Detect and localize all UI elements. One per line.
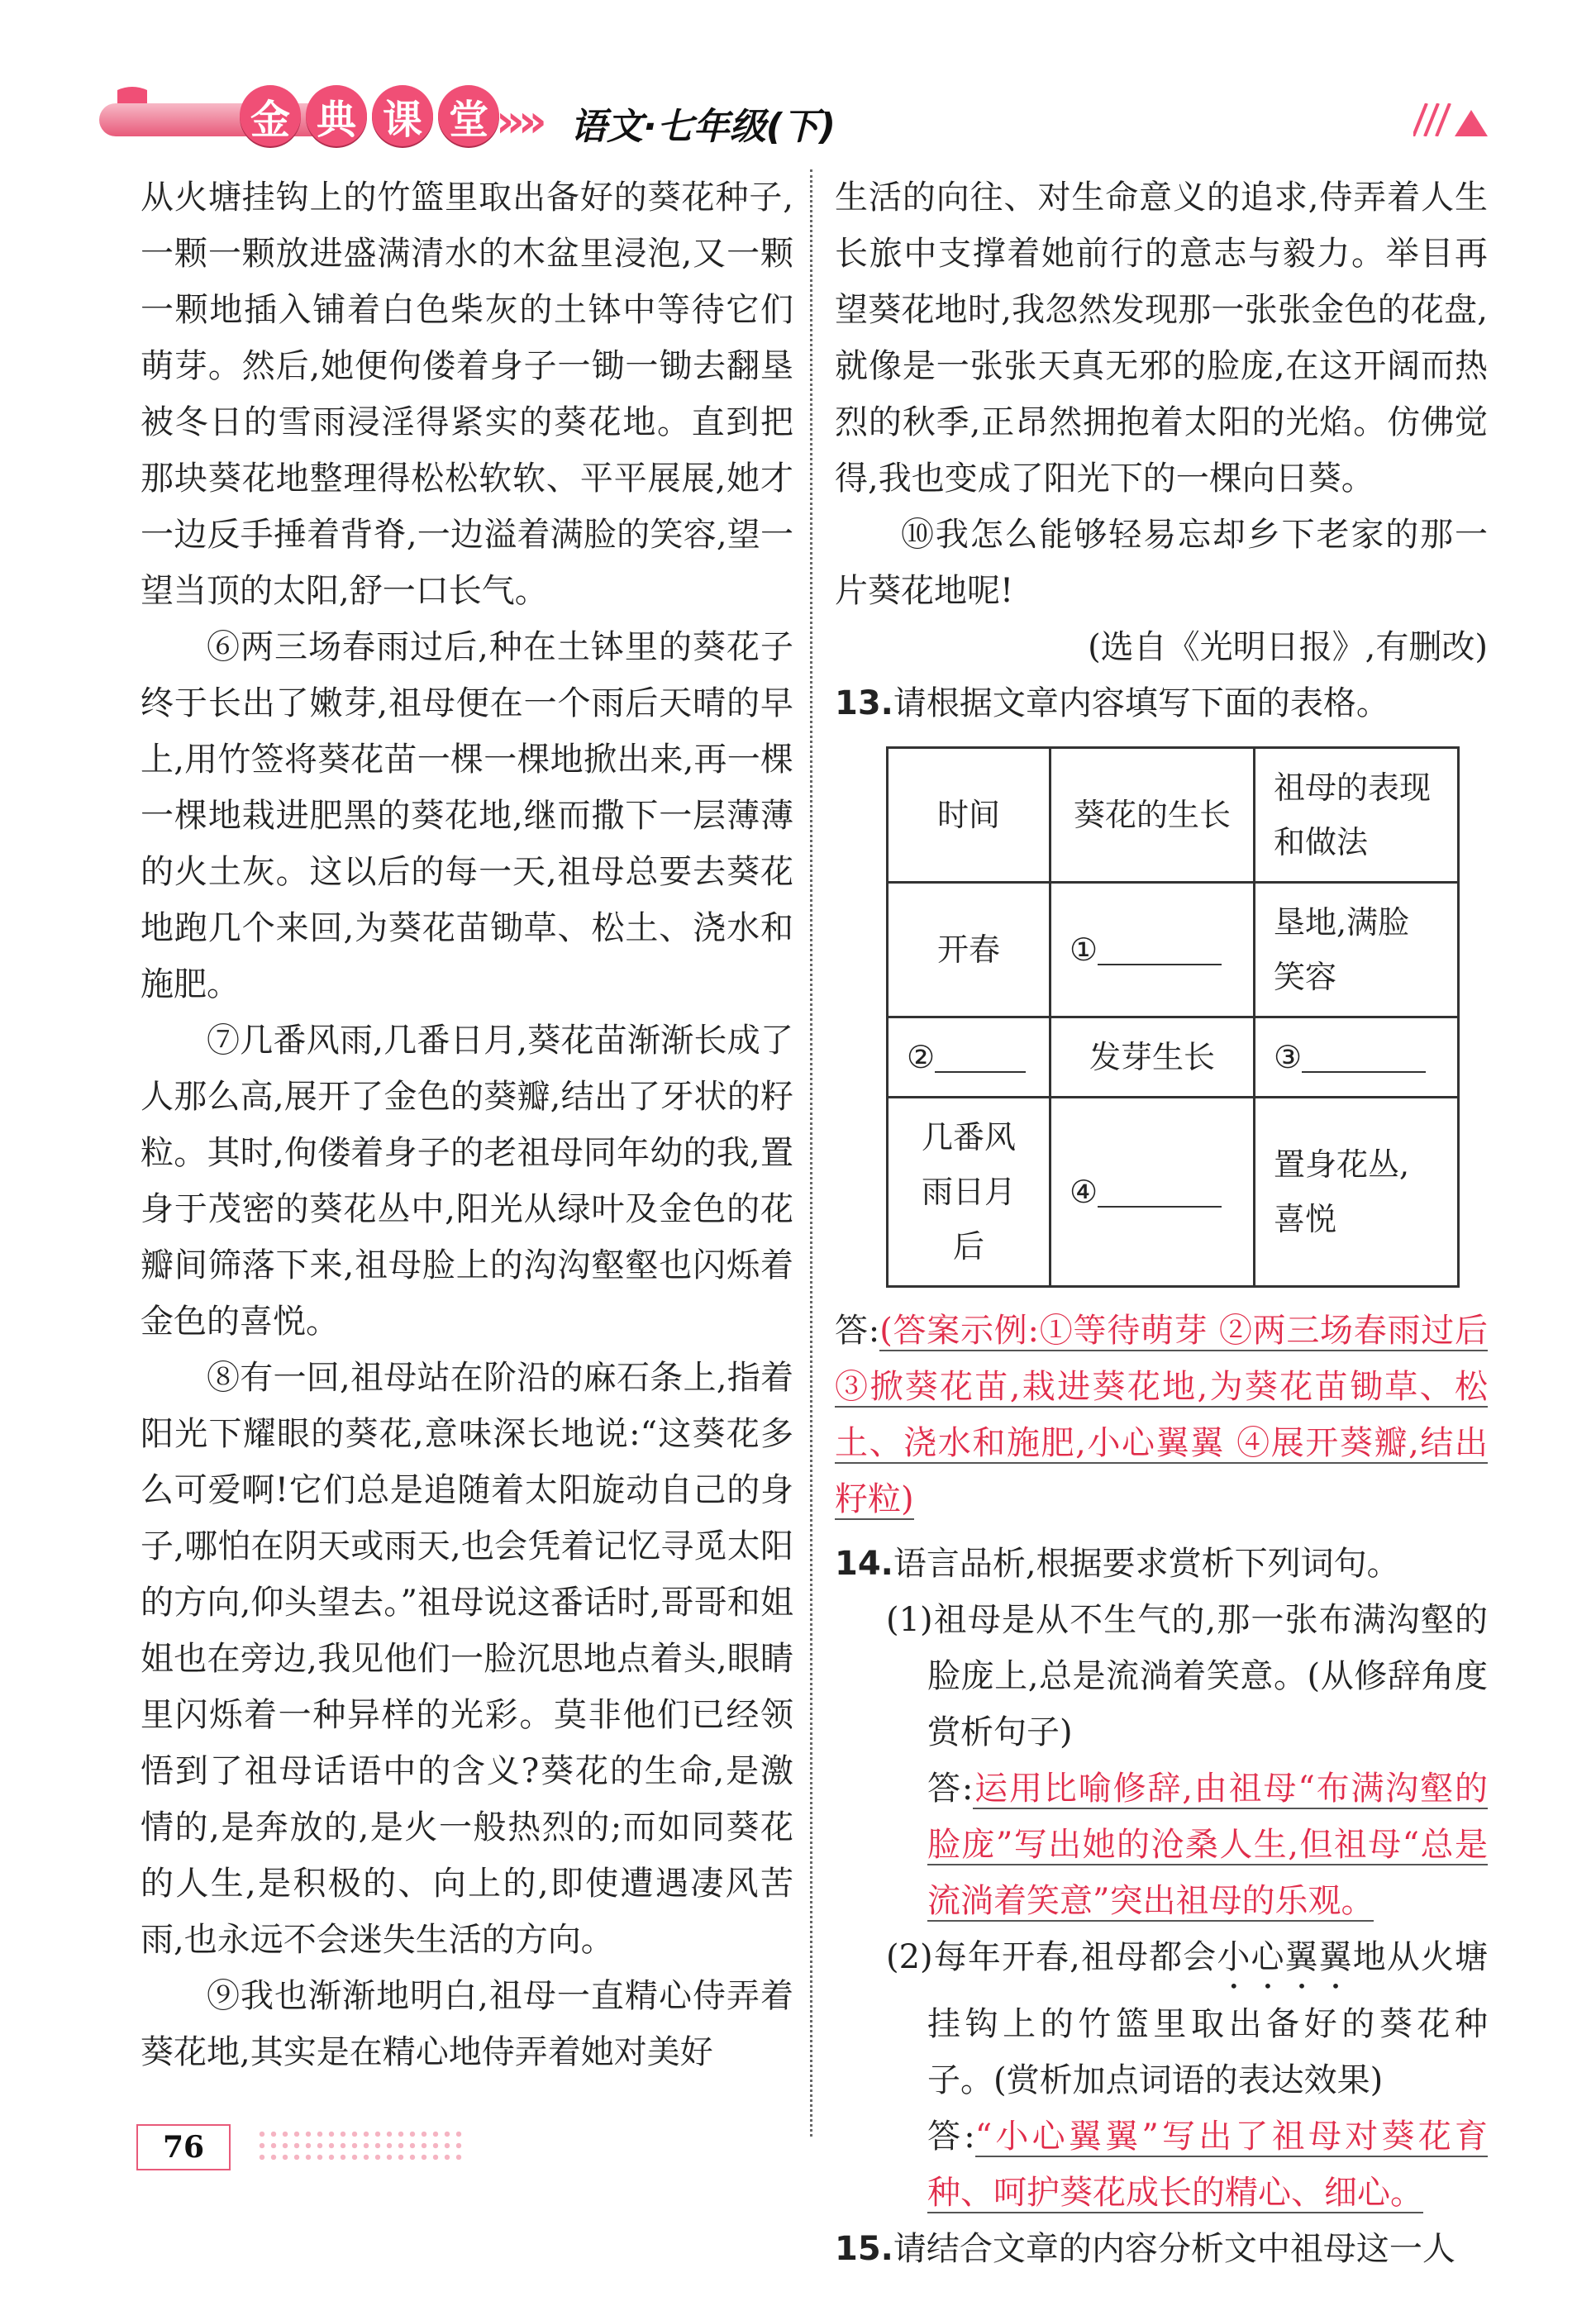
page-number: 76 bbox=[136, 2124, 231, 2170]
paragraph: 生活的向往、对生命意义的追求,侍弄着人生长旅中支撑着她前行的意志与毅力。举目再望葵花地时,我忽然发现那一张张金色的花盘,就像是一张张天真无邪的脸庞,在这开阔而热烈的秋季,正昂然拥抱着太阳的光焰。仿佛觉得,我也变成了阳光下的一棵向日葵。 bbox=[835, 179, 1488, 498]
answer-text: (答案示例:①等待萌芽 ②两三场春雨过后 ③掀葵花苗,栽进葵花地,为葵花苗锄草、松土、浇水和施肥,小心翼翼 ④展开葵瓣,结出籽粒) bbox=[835, 1312, 1488, 1518]
blank-line bbox=[935, 1038, 1026, 1073]
blank-line bbox=[1302, 1038, 1426, 1073]
question-14 bbox=[835, 1536, 1488, 1592]
question-14-2 bbox=[886, 1929, 1488, 2108]
question-15 bbox=[835, 2221, 1488, 2277]
table-cell bbox=[888, 1017, 1051, 1098]
brand-char: 典 bbox=[306, 85, 367, 146]
answer-13 bbox=[835, 1303, 1488, 1527]
table-cell bbox=[1051, 1098, 1255, 1287]
table-row bbox=[888, 1098, 1459, 1287]
table-cell: 几番风雨日月后 bbox=[888, 1098, 1051, 1287]
table-header: 祖母的表现和做法 bbox=[1255, 748, 1459, 883]
answer-text: 运用比喻修辞,由祖母“布满沟壑的脸庞”写出她的沧桑人生,但祖母“总是流淌着笑意”突出祖母的乐观。 bbox=[927, 1770, 1488, 1920]
blank-label: ③ bbox=[1274, 1039, 1303, 1075]
question-text: 请根据文章内容填写下面的表格。 bbox=[893, 684, 1389, 722]
table-row bbox=[888, 883, 1459, 1017]
brand-char: 金 bbox=[240, 85, 301, 146]
answer-prefix: 答: bbox=[835, 1312, 880, 1350]
paragraph: ⑦几番风雨,几番日月,葵花苗渐渐长成了人那么高,展开了金色的葵瓣,结出了牙状的籽粒。其时,佝偻着身子的老祖母同年幼的我,置身于茂密的葵花丛中,阳光从绿叶及金色的花瓣间筛落下来,祖母脸上的沟沟壑壑也闪烁着金色的喜悦。 bbox=[141, 1022, 793, 1341]
table-cell: 开春 bbox=[888, 883, 1051, 1017]
table-header: 葵花的生长 bbox=[1051, 748, 1255, 883]
source-note: (选自《光明日报》,有删改) bbox=[1088, 628, 1488, 666]
paragraph: 从火塘挂钩上的竹篮里取出备好的葵花种子,一颗一颗放进盛满清水的木盆里浸泡,又一颗一颗地插入铺着白色柴灰的土钵中等待它们萌芽。然后,她便佝偻着身子一锄一锄去翻垦被冬日的雪雨浸淫得紧实的葵花地。直到把那块葵花地整理得松松软软、平平展展,她才一边反手捶着背脊,一边溢着满脸的笑容,望一望当顶的太阳,舒一口长气。 bbox=[141, 179, 793, 610]
table-cell bbox=[1255, 1017, 1459, 1098]
table-row bbox=[888, 748, 1459, 883]
table-header: 时间 bbox=[888, 748, 1051, 883]
chevron-icon: »» bbox=[496, 95, 541, 147]
paragraph: ⑩我怎么能够轻易忘却乡下老家的那一片葵花地呢! bbox=[835, 516, 1488, 610]
question-text: 请结合文章的内容分析文中祖母这一人 bbox=[893, 2230, 1455, 2268]
blank-label: ① bbox=[1070, 931, 1098, 968]
answer-prefix: 答: bbox=[927, 1770, 974, 1808]
right-column bbox=[835, 169, 1488, 2277]
left-column bbox=[141, 169, 793, 2080]
blank-label: ④ bbox=[1070, 1174, 1098, 1210]
table-row bbox=[888, 1017, 1459, 1098]
page-header bbox=[99, 79, 1504, 161]
growth-table bbox=[886, 746, 1460, 1288]
paragraph: ⑨我也渐渐地明白,祖母一直精心侍弄着葵花地,其实是在精心地侍弄着她对美好 bbox=[141, 1977, 793, 2071]
column-divider bbox=[810, 169, 812, 2137]
table-cell: 垦地,满脸笑容 bbox=[1255, 883, 1459, 1017]
subject-title: 语文·七年级(下) bbox=[570, 106, 836, 148]
question-number: 13. bbox=[835, 684, 893, 722]
question-text: 地从火塘挂钩上的竹篮里取出备好的葵花种子。(赏析加点词语的表达效果) bbox=[927, 1938, 1489, 2099]
answer-text: “小心翼翼”写出了祖母对葵花育种、呵护葵花成长的精心、细心。 bbox=[927, 2118, 1488, 2212]
question-text: (2)每年开春,祖母都会 bbox=[886, 1938, 1217, 1976]
question-number: 15. bbox=[835, 2230, 893, 2268]
table-cell: 发芽生长 bbox=[1051, 1017, 1255, 1098]
table-cell: 置身花丛,喜悦 bbox=[1255, 1098, 1459, 1287]
question-13 bbox=[835, 675, 1488, 731]
answer-prefix: 答: bbox=[927, 2118, 975, 2156]
brand-char: 堂 bbox=[438, 85, 499, 146]
brand-char: 课 bbox=[372, 85, 433, 146]
paragraph: ⑥两三场春雨过后,种在土钵里的葵花子终于长出了嫩芽,祖母便在一个雨后天晴的早上,用竹签将葵花苗一棵一棵地掀出来,再一棵一棵地栽进肥黑的葵花地,继而撒下一层薄薄的火土灰。这以后的每一天,祖母总要去葵花地跑几个来回,为葵花苗锄草、松土、浇水和施肥。 bbox=[141, 628, 793, 1003]
dotted-phrase: 小心翼翼 bbox=[1217, 1938, 1353, 1976]
blank-line bbox=[1098, 1173, 1222, 1208]
question-text: 语言品析,根据要求赏析下列词句。 bbox=[893, 1545, 1400, 1583]
answer-14-2 bbox=[927, 2108, 1488, 2221]
brand-title bbox=[240, 85, 499, 146]
blank-label: ② bbox=[907, 1039, 936, 1075]
paragraph: ⑧有一回,祖母站在阶沿的麻石条上,指着阳光下耀眼的葵花,意味深长地说:“这葵花多么可爱啊!它们总是追随着太阳旋动自己的身子,哪怕在阴天或雨天,也会凭着记忆寻觅太阳的方向,仰头望去。”祖母说这番话时,哥哥和姐姐也在旁边,我见他们一脸沉思地点着头,眼睛里闪烁着一种异样的光彩。莫非他们已经领悟到了祖母话语中的含义?葵花的生命,是激情的,是奔放的,是火一般热烈的;而如同葵花的人生,是积极的、向上的,即使遭遇凄风苦雨,也永远不会迷失生活的方向。 bbox=[141, 1359, 793, 1959]
footer-dots bbox=[256, 2128, 463, 2161]
question-number: 14. bbox=[835, 1545, 893, 1583]
question-14-1: (1)祖母是从不生气的,那一张布满沟壑的脸庞上,总是流淌着笑意。(从修辞角度赏析句子) bbox=[886, 1601, 1488, 1751]
stripes-icon bbox=[1413, 103, 1488, 136]
answer-14-1 bbox=[927, 1760, 1488, 1929]
table-cell bbox=[1051, 883, 1255, 1017]
blank-line bbox=[1098, 931, 1222, 965]
